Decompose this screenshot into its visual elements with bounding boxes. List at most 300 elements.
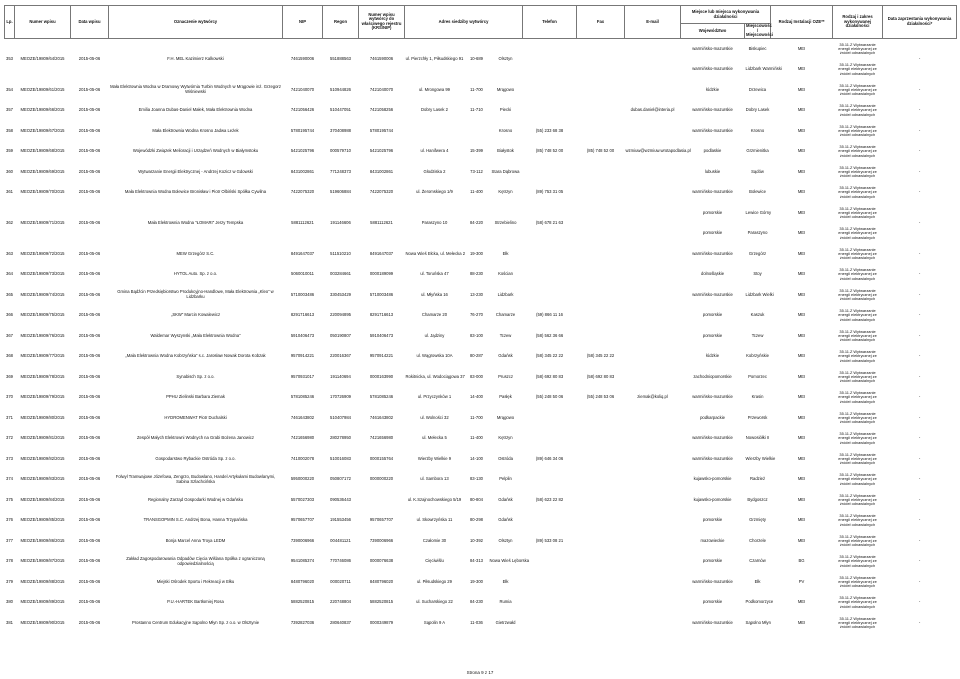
cell-zakonczenie: - bbox=[918, 55, 921, 61]
cell-oznaczenie: Wojewódzki Związek Melioracji i Urządzeń Wodnych w Białymstoku bbox=[132, 148, 259, 154]
header-rodzaj-dzialalnosci: Rodzaj i zakres wykonywanej działalności bbox=[833, 6, 883, 39]
cell-nip: 5570027303 bbox=[290, 496, 315, 502]
cell-data-wpisu: 2015-05-06 bbox=[78, 476, 101, 482]
cell-oznaczenie: Gospodarstwo Rybackie Ostróda Sp. z o.o. bbox=[155, 455, 236, 461]
cell-nip: 8431002861 bbox=[290, 168, 315, 174]
cell-krs: 8480796020 bbox=[369, 578, 394, 584]
cell-krs: 0000155764 bbox=[369, 455, 394, 461]
cell-nip: 9570931017 bbox=[290, 373, 315, 379]
cell-regon: 511510210 bbox=[330, 250, 351, 256]
cell-rodzaj-instalacji: MEI bbox=[797, 414, 806, 420]
cell-wojewodztwo: warmińsko-mazurskie bbox=[692, 127, 733, 133]
cell-zakonczenie: - bbox=[918, 599, 921, 605]
cell-oznaczenie: Gmina Bądźcin Przedsiębiorstwo Produkcyjno-Handlowe, Mała Elektrownia „Kleo” w Lidzbarku bbox=[117, 289, 274, 300]
cell-regon: 191140694 bbox=[330, 373, 351, 379]
cell-rodzaj-dzialalnosci: 35.11.Z Wytwarzanie energii elektrycznej ze źródeł odnawialnych bbox=[838, 205, 877, 220]
cell-data-wpisu: 2015-05-06 bbox=[78, 394, 101, 400]
cell-rodzaj-instalacji: MEI bbox=[797, 271, 806, 277]
cell-nr-wpisu: MEOZE/19809/83/2015 bbox=[20, 476, 65, 482]
cell-miejscowosc: Kobrzyńskie bbox=[746, 353, 769, 359]
cell-rodzaj-dzialalnosci: 35.11.Z Wytwarzanie energii elektrycznej ze źródeł odnawialnych bbox=[838, 410, 877, 425]
cell-nip: 5780195744 bbox=[290, 127, 315, 133]
cell-nr-wpisu: MEOZE/19809/75/2015 bbox=[20, 312, 65, 318]
table-row bbox=[5, 305, 957, 326]
cell-kod: 11-710 bbox=[470, 107, 483, 113]
cell-miejscowosc: Chorzele bbox=[749, 537, 766, 543]
cell-email bbox=[625, 285, 681, 306]
cell-wojewodztwo: lubuskie bbox=[704, 168, 721, 174]
cell-lp: 378 bbox=[6, 558, 13, 564]
cell-lp: 368 bbox=[6, 353, 13, 359]
cell-oznaczenie: Mała Elektrownia Wodna Bolewice Bronisław i Piotr Olbiński Spółka Cywilna bbox=[124, 189, 267, 195]
cell-kod bbox=[465, 121, 489, 142]
cell-lp: 367 bbox=[6, 332, 13, 338]
cell-data-wpisu: 2015-05-06 bbox=[78, 219, 101, 225]
cell-telefon: (58) 345 22 22 bbox=[535, 353, 564, 359]
cell-lp: 359 bbox=[6, 148, 13, 154]
cell-telefon: (89) 646 34 06 bbox=[535, 455, 564, 461]
cell-data-wpisu: 2015-05-06 bbox=[78, 271, 101, 277]
table-row bbox=[5, 182, 957, 203]
cell-rodzaj-dzialalnosci: 35.11.Z Wytwarzanie energii elektrycznej ze źródeł odnawialnych bbox=[838, 451, 877, 466]
cell-data-wpisu: 2015-05-06 bbox=[78, 250, 101, 256]
cell-oznaczenie: HYTOL Auto. Sp. z o.o. bbox=[173, 271, 218, 277]
cell-rodzaj-instalacji: MEI bbox=[797, 332, 806, 338]
cell-data-wpisu: 2015-05-06 bbox=[78, 455, 101, 461]
cell-rodzaj-dzialalnosci: 35.11.Z Wytwarzanie energii elektrycznej ze źródeł odnawialnych bbox=[838, 595, 877, 609]
cell-nip: 5710003486 bbox=[290, 291, 315, 297]
header-regon: Regon bbox=[323, 6, 359, 39]
cell-adres: Czałomie 30 bbox=[422, 537, 447, 543]
cell-kod: 83-100 bbox=[469, 332, 484, 338]
cell-miasto: Lidzbark bbox=[497, 291, 514, 297]
cell-wojewodztwo: warmińsko-mazurskie bbox=[692, 66, 733, 72]
cell-zakonczenie: - bbox=[918, 517, 921, 523]
cell-rodzaj-instalacji: MEI bbox=[797, 127, 806, 133]
cell-miejscowosc: Grzmięty bbox=[749, 517, 766, 523]
cell-oznaczenie: Mała Elektrownia Wodna "ŁOMARI" Jerzy Tempska bbox=[147, 219, 244, 225]
cell-email bbox=[625, 264, 681, 285]
cell-regon: 280278950 bbox=[330, 435, 351, 441]
cell-rodzaj-instalacji: MEI bbox=[797, 394, 806, 400]
cell-fax bbox=[577, 428, 625, 449]
cell-nip: 7421056426 bbox=[290, 107, 315, 113]
cell-zakonczenie: - bbox=[918, 332, 921, 338]
cell-rodzaj-dzialalnosci: 35.11.Z Wytwarzanie energii elektrycznej ze źródeł odnawialnych bbox=[838, 472, 877, 486]
cell-nr-wpisu: MEOZE/19809/88/2015 bbox=[20, 578, 65, 584]
cell-miasto: Gietrzwałd bbox=[495, 619, 516, 625]
cell-miasto: Gdańsk bbox=[498, 496, 513, 502]
cell-data-wpisu: 2015-05-06 bbox=[78, 435, 101, 441]
cell-zakonczenie: - bbox=[918, 496, 921, 502]
table-body bbox=[5, 38, 957, 633]
header-miejsce: Miejsce lub miejsca wykonywania działalności bbox=[681, 6, 771, 24]
cell-krs: 8431002861 bbox=[369, 168, 394, 174]
cell-email bbox=[625, 244, 681, 265]
cell-rodzaj-dzialalnosci: 35.11.Z Wytwarzanie energii elektrycznej ze źródeł odnawialnych bbox=[838, 164, 877, 179]
cell-miasto: Piecki bbox=[499, 107, 512, 113]
cell-miasto: Rumia bbox=[499, 599, 512, 605]
cell-nip: 9541085374 bbox=[290, 558, 315, 564]
table-row bbox=[5, 551, 957, 572]
cell-krs: 0000189099 bbox=[369, 271, 394, 277]
cell-email bbox=[625, 551, 681, 572]
cell-data-wpisu: 2015-05-06 bbox=[78, 619, 101, 625]
cell-adres: Głodziska 2 bbox=[423, 168, 446, 174]
cell-oznaczenie: PPHU Zielinski Barbara Ziemak bbox=[166, 394, 225, 400]
table-row bbox=[5, 326, 957, 347]
cell-rodzaj-instalacji: MEI bbox=[797, 353, 806, 359]
cell-krs: 5780195744 bbox=[369, 127, 394, 133]
cell-wojewodztwo: warmińsko-mazurskie bbox=[692, 455, 733, 461]
table-row bbox=[5, 592, 957, 613]
cell-nip: 5882520815 bbox=[290, 599, 315, 605]
cell-lp: 365 bbox=[6, 291, 13, 297]
cell-zakonczenie: - bbox=[918, 476, 921, 482]
cell-email bbox=[625, 326, 681, 347]
cell-nr-wpisu: MEOZE/19809/66/2015 bbox=[20, 107, 65, 113]
cell-miejscowosc: Przeworsk bbox=[747, 414, 768, 420]
cell-rodzaj-instalacji: MEI bbox=[797, 66, 806, 72]
cell-krs: 5881112621 bbox=[370, 219, 393, 225]
table-row bbox=[5, 428, 957, 449]
cell-nip: 7392827036 bbox=[290, 619, 315, 625]
cell-zakonczenie: - bbox=[918, 219, 921, 225]
cell-miejscowosc: Grzegórz bbox=[748, 250, 767, 256]
cell-zakonczenie: - bbox=[918, 312, 921, 318]
cell-oznaczenie: Regionalny Zarząd Gospodarki Wodnej w Gdańsku bbox=[147, 496, 244, 502]
cell-nr-wpisu: MEOZE/19809/69/2015 bbox=[20, 168, 65, 174]
cell-wojewodztwo: łódzkie bbox=[706, 86, 720, 92]
header-oznaczenie: Oznaczenie wytwórcy bbox=[109, 6, 283, 39]
cell-rodzaj-instalacji: MEI bbox=[797, 476, 806, 482]
cell-rodzaj-dzialalnosci: 35.11.Z Wytwarzanie energii elektrycznej ze źródeł odnawialnych bbox=[838, 62, 877, 76]
cell-krs: 5910406473 bbox=[369, 332, 394, 338]
table-row bbox=[5, 346, 957, 367]
cell-rodzaj-instalacji: MEI bbox=[797, 455, 806, 461]
cell-kod: 80-298 bbox=[469, 517, 484, 523]
cell-rodzaj-instalacji: MEI bbox=[797, 45, 806, 51]
cell-regon: 220094895 bbox=[330, 312, 351, 318]
cell-krs: 5710003486 bbox=[369, 291, 394, 297]
cell-kod: 11-400 bbox=[470, 435, 483, 441]
cell-fax: (58) 345 22 22 bbox=[586, 353, 615, 359]
cell-adres: ul. Skowrzyńska 11 bbox=[416, 517, 453, 523]
cell-telefon bbox=[523, 38, 577, 80]
cell-miasto: Mrągowo bbox=[496, 86, 515, 92]
cell-nip: 8291716613 bbox=[290, 312, 315, 318]
cell-lp: 362 bbox=[6, 219, 13, 225]
table-row bbox=[5, 244, 957, 265]
cell-wojewodztwo: pomorskie bbox=[702, 599, 723, 605]
cell-rodzaj-instalacji: MEI bbox=[797, 619, 806, 625]
cell-regon: 370408988 bbox=[330, 127, 351, 133]
cell-krs: 5781085246 bbox=[369, 394, 394, 400]
cell-telefon: (85) 748 52 00 bbox=[535, 148, 564, 154]
cell-zakonczenie: - bbox=[918, 271, 921, 277]
cell-krs: 0000076638 bbox=[369, 558, 394, 564]
cell-zakonczenie: - bbox=[918, 455, 921, 461]
cell-adres: Cięciwiślu bbox=[425, 558, 444, 564]
cell-adres: ul. Wolności 32 bbox=[420, 414, 449, 420]
cell-nip: 5881112621 bbox=[291, 219, 314, 225]
cell-lp: 375 bbox=[6, 496, 13, 502]
cell-kod: 15-399 bbox=[469, 148, 484, 154]
table-row bbox=[5, 264, 957, 285]
cell-adres: ul. K.Szajnochowskiego 5/19 bbox=[407, 496, 462, 502]
cell-zakonczenie: - bbox=[918, 250, 921, 256]
cell-adres: Wierzby Wielkie 9 bbox=[417, 455, 452, 461]
cell-regon: 510016083 bbox=[330, 455, 351, 461]
cell-nr-wpisu: MEOZE/19809/76/2015 bbox=[20, 332, 65, 338]
table-row bbox=[5, 613, 957, 634]
cell-nip: 9570914221 bbox=[290, 353, 315, 359]
cell-wojewodztwo: kujawsko-pomorskie bbox=[693, 476, 732, 482]
cell-miejscowosc: Sąpolno Młyn bbox=[745, 619, 771, 625]
cell-fax bbox=[577, 100, 625, 121]
cell-email bbox=[625, 305, 681, 326]
cell-wojewodztwo: warmińsko-mazurskie bbox=[692, 578, 733, 584]
cell-lp: 373 bbox=[6, 455, 13, 461]
cell-data-wpisu: 2015-05-06 bbox=[78, 558, 101, 564]
cell-email bbox=[625, 469, 681, 490]
cell-lp: 377 bbox=[6, 537, 13, 543]
cell-rodzaj-instalacji: MEI bbox=[797, 599, 806, 605]
cell-nip: 9570657707 bbox=[290, 517, 315, 523]
cell-miasto: Pasłęk bbox=[499, 394, 512, 400]
cell-miasto: Stara Dąbrowa bbox=[491, 168, 520, 174]
cell-email bbox=[625, 367, 681, 388]
cell-fax: (55) 248 53 06 bbox=[586, 394, 615, 400]
cell-nr-wpisu: MEOZE/19809/70/2015 bbox=[20, 189, 65, 195]
cell-rodzaj-instalacji: BG bbox=[798, 558, 805, 564]
cell-zakonczenie: - bbox=[918, 353, 921, 359]
cell-fax bbox=[577, 490, 625, 511]
cell-lp: 376 bbox=[6, 517, 13, 523]
cell-miasto: Olsztyn bbox=[498, 537, 513, 543]
cell-miejscowosc: Tczew bbox=[751, 332, 764, 338]
cell-rodzaj-instalacji: MEI bbox=[797, 373, 806, 379]
cell-telefon: (55) 233 68 38 bbox=[535, 127, 564, 133]
cell-krs: 0000000220 bbox=[369, 476, 394, 482]
cell-oznaczenie: Waldemar Wyszynski „Mała Elektrownia Wodna” bbox=[150, 332, 241, 338]
cell-kod: 84-220 bbox=[469, 219, 484, 225]
cell-telefon bbox=[523, 428, 577, 449]
cell-kod: 11-036 bbox=[470, 619, 483, 625]
cell-krs: 7421656980 bbox=[369, 435, 394, 441]
table-row bbox=[5, 80, 957, 101]
cell-adres: Nowa Wieś Ełcka, ul. Mełecka 2 bbox=[405, 250, 466, 256]
cell-kod: 19-300 bbox=[469, 250, 484, 256]
table-row bbox=[5, 162, 957, 183]
table-row bbox=[5, 38, 957, 59]
cell-rodzaj-dzialalnosci: 35.11.Z Wytwarzanie energii elektrycznej ze źródeł odnawialnych bbox=[838, 513, 877, 527]
cell-miejscowosc: Lidzbark Wielki bbox=[745, 291, 774, 297]
cell-telefon: (58) 623 22 82 bbox=[535, 496, 564, 502]
cell-oznaczenie: Miejski Ośrodek Sportu i Rekreacji w Ełku bbox=[156, 578, 235, 584]
cell-miejscowosc: Kaszuk bbox=[750, 312, 765, 318]
cell-nr-wpisu: MEOZE/19809/85/2015 bbox=[20, 517, 65, 523]
cell-oznaczenie: „Mała Elektrownia Wodna Kobrzyńska” s.c. Jarosław Nowak Dorota Kobzak bbox=[125, 353, 266, 359]
cell-kod: 73-112 bbox=[470, 168, 483, 174]
cell-rodzaj-instalacji: MEI bbox=[797, 168, 806, 174]
cell-kod: 11-700 bbox=[470, 86, 483, 92]
cell-rodzaj-instalacji: MEI bbox=[797, 312, 806, 318]
cell-email bbox=[625, 80, 681, 101]
cell-rodzaj-instalacji: MEI bbox=[797, 496, 806, 502]
cell-fax bbox=[577, 592, 625, 613]
cell-adres: Paraszyno 10 bbox=[421, 219, 448, 225]
cell-rodzaj-dzialalnosci: 35.11.Z Wytwarzanie energii elektrycznej ze źródeł odnawialnych bbox=[838, 492, 877, 507]
cell-telefon bbox=[523, 100, 577, 121]
table-row bbox=[5, 490, 957, 511]
cell-nr-wpisu: MEOZE/19809/67/2015 bbox=[20, 127, 65, 133]
cell-lp: 358 bbox=[6, 127, 13, 133]
cell-miejscowosc: Biskupiec bbox=[748, 45, 767, 51]
cell-miasto: Pelplin bbox=[499, 476, 512, 482]
cell-rodzaj-instalacji: MEI bbox=[797, 230, 806, 236]
cell-telefon bbox=[523, 244, 577, 265]
cell-adres: ul. Żeromskiego 1/9 bbox=[416, 189, 453, 195]
cell-telefon: (55) 248 50 06 bbox=[535, 394, 564, 400]
table-row bbox=[5, 100, 957, 121]
cell-rodzaj-instalacji: MEI bbox=[797, 291, 806, 297]
cell-adres: ul. Hanifwera 4 bbox=[420, 148, 449, 154]
cell-rodzaj-dzialalnosci: 35.11.Z Wytwarzanie energii elektrycznej ze źródeł odnawialnych bbox=[838, 123, 877, 138]
cell-regon: 050190807 bbox=[330, 332, 351, 338]
cell-data-wpisu: 2015-05-06 bbox=[78, 107, 101, 113]
cell-regon: 004481121 bbox=[330, 537, 351, 543]
cell-miejscowosc: Drzewica bbox=[748, 86, 767, 92]
cell-wojewodztwo: pomorskie bbox=[702, 558, 723, 564]
cell-telefon bbox=[523, 80, 577, 101]
cell-telefon bbox=[523, 613, 577, 634]
cell-regon: 510944826 bbox=[330, 86, 351, 92]
cell-data-wpisu: 2015-05-06 bbox=[78, 127, 101, 133]
header-nip: NIP bbox=[283, 6, 323, 39]
cell-miejscowosc: Podkomorzyce bbox=[745, 599, 774, 605]
cell-telefon bbox=[523, 408, 577, 429]
cell-telefon bbox=[523, 264, 577, 285]
cell-nr-wpisu: MEOZE/19809/74/2015 bbox=[20, 291, 65, 297]
cell-miejscowosc: Krasin bbox=[751, 394, 764, 400]
cell-miejscowosc: Lidzbark Warmiński bbox=[745, 66, 782, 72]
cell-data-wpisu: 2015-05-06 bbox=[78, 496, 101, 502]
cell-miasto: Tczew bbox=[499, 332, 512, 338]
table-row bbox=[5, 203, 957, 224]
cell-email: ziemak@koliq.pl bbox=[637, 394, 668, 400]
cell-nip: 7461643802 bbox=[290, 414, 315, 420]
cell-nip: 5060010011 bbox=[291, 271, 314, 277]
cell-rodzaj-dzialalnosci: 35.11.Z Wytwarzanie energii elektrycznej ze źródeł odnawialnych bbox=[838, 574, 877, 589]
cell-telefon bbox=[523, 592, 577, 613]
cell-email bbox=[625, 121, 681, 142]
cell-fax bbox=[577, 551, 625, 572]
cell-fax bbox=[577, 326, 625, 347]
cell-adres: Dobry Lasek 2 bbox=[421, 107, 448, 113]
cell-rodzaj-instalacji: MEI bbox=[797, 148, 806, 154]
cell-krs: 7421058256 bbox=[369, 107, 394, 113]
cell-fax bbox=[577, 408, 625, 429]
header-data-wpisu: Data wpisu bbox=[71, 6, 109, 39]
table-row bbox=[5, 531, 957, 552]
table-row bbox=[5, 408, 957, 429]
cell-email bbox=[625, 490, 681, 511]
cell-telefon: (58) 678 21 63 bbox=[535, 219, 564, 225]
cell-fax bbox=[577, 305, 625, 326]
cell-nr-wpisu: MEOZE/19809/84/2015 bbox=[20, 496, 65, 502]
cell-regon: 003284661 bbox=[330, 271, 351, 277]
cell-kod: 80-287 bbox=[469, 353, 484, 359]
cell-zakonczenie: - bbox=[918, 127, 921, 133]
cell-rodzaj-dzialalnosci: 35.11.Z Wytwarzanie energii elektrycznej ze źródeł odnawialnych bbox=[838, 82, 877, 97]
cell-adres: ul. Przyczynków 1 bbox=[417, 394, 452, 400]
cell-lp: 369 bbox=[6, 373, 13, 379]
cell-wojewodztwo: pomorskie bbox=[702, 517, 723, 523]
cell-adres: Sąpolin 9 A bbox=[423, 619, 446, 625]
cell-kod: 84-230 bbox=[469, 599, 484, 605]
cell-adres: Rokitnicka, ul. Wodociągowa 37 bbox=[405, 373, 465, 379]
cell-telefon bbox=[523, 510, 577, 531]
cell-rodzaj-dzialalnosci: 35.11.Z Wytwarzanie energii elektrycznej ze źródeł odnawialnych bbox=[838, 369, 877, 384]
cell-miejscowosc: Lewice Górny bbox=[745, 209, 772, 215]
cell-email bbox=[625, 510, 681, 531]
cell-email bbox=[625, 38, 681, 80]
cell-email: wzmiuw@wzmiuw.wrotapodlasia.pl bbox=[625, 148, 691, 154]
cell-rodzaj-dzialalnosci: 35.11.Z Wytwarzanie energii elektrycznej ze źródeł odnawialnych bbox=[838, 185, 877, 199]
cell-rodzaj-dzialalnosci: 35.11.Z Wytwarzanie energii elektrycznej ze źródeł odnawialnych bbox=[838, 390, 877, 404]
cell-nr-wpisu: MEOZE/19809/86/2015 bbox=[20, 537, 65, 543]
cell-miejscowosc: Radzież bbox=[749, 476, 766, 482]
cell-kod: 10-392 bbox=[469, 537, 484, 543]
cell-kod: 13-230 bbox=[469, 291, 484, 297]
cell-oznaczenie: Prostanno Centrum Edukacyjne Sąpolno Młyn Sp. z o.o. w Olsztynie bbox=[131, 619, 260, 625]
cell-telefon bbox=[523, 469, 577, 490]
cell-rodzaj-instalacji: MEI bbox=[797, 250, 806, 256]
cell-miasto: Chamarze bbox=[495, 312, 516, 318]
cell-lp: 360 bbox=[6, 168, 13, 174]
cell-fax bbox=[577, 449, 625, 470]
cell-rodzaj-dzialalnosci: 35.11.Z Wytwarzanie energii elektrycznej ze źródeł odnawialnych bbox=[838, 533, 877, 548]
cell-adres: ul. Wągrowska 10A bbox=[416, 353, 453, 359]
cell-kod: 80-804 bbox=[469, 496, 484, 502]
cell-data-wpisu: 2015-05-06 bbox=[78, 517, 101, 523]
cell-nr-wpisu: MEOZE/19809/81/2015 bbox=[20, 435, 65, 441]
cell-email bbox=[625, 162, 681, 183]
cell-telefon: (59) 866 11 16 bbox=[536, 312, 563, 318]
cell-nip: 7461590006 bbox=[290, 55, 315, 61]
cell-regon: 000579710 bbox=[330, 148, 351, 154]
cell-krs: 9570914221 bbox=[369, 353, 394, 359]
cell-krs: 7461643802 bbox=[369, 414, 394, 420]
cell-miejscowosc: Pomorzec bbox=[748, 373, 767, 379]
cell-kod: 88-230 bbox=[469, 271, 484, 277]
cell-regon: 510447051 bbox=[330, 107, 351, 113]
cell-telefon bbox=[523, 285, 577, 306]
cell-data-wpisu: 2015-05-06 bbox=[78, 168, 101, 174]
cell-regon: 050807172 bbox=[330, 476, 351, 482]
cell-regon: 551888563 bbox=[330, 55, 351, 61]
cell-nr-wpisu: MEOZE/19809/82/2015 bbox=[20, 455, 65, 461]
cell-adres: ul. Mrongowa 99 bbox=[419, 86, 450, 92]
cell-kod: 76-270 bbox=[469, 312, 484, 318]
cell-rodzaj-dzialalnosci: 35.11.Z Wytwarzanie energii elektrycznej ze źródeł odnawialnych bbox=[838, 267, 877, 281]
cell-rodzaj-dzialalnosci: 35.11.Z Wytwarzanie energii elektrycznej ze źródeł odnawialnych bbox=[838, 226, 877, 240]
cell-data-wpisu: 2015-05-06 bbox=[78, 86, 101, 92]
cell-email bbox=[625, 428, 681, 449]
table-row bbox=[5, 141, 957, 162]
cell-lp: 353 bbox=[6, 55, 13, 61]
